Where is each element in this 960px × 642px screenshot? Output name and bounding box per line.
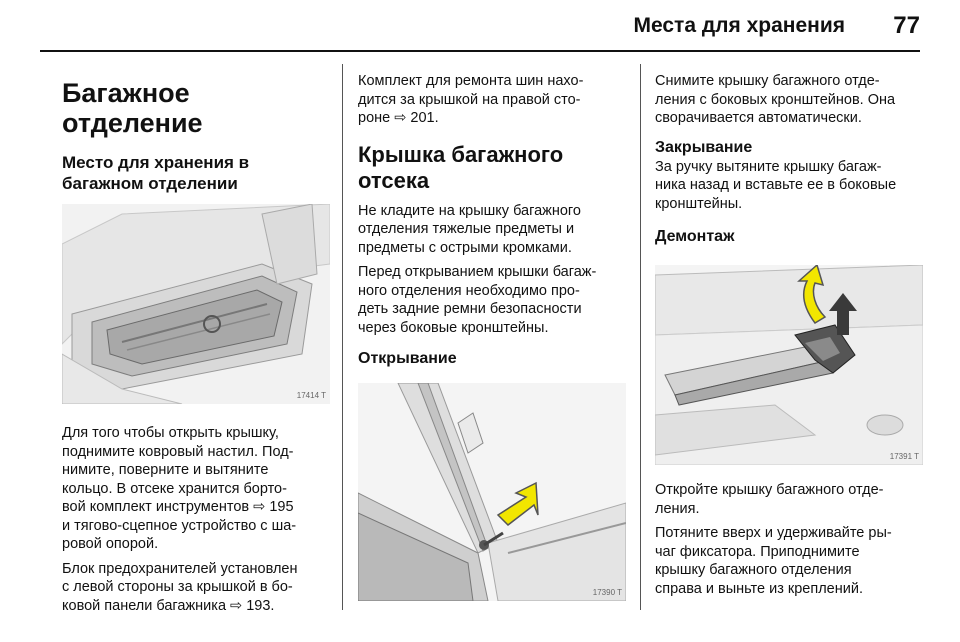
trunk-floor-illustration: [62, 204, 330, 404]
paragraph: Не кладите на крышку багажного отделения тяжелые предметы и предметы с острыми кромками.: [358, 202, 581, 256]
section-title: Места для хранения: [633, 14, 845, 37]
figure-code: 17390 T: [592, 588, 622, 597]
reference-arrow-icon: ⇨: [253, 499, 266, 515]
paragraph: Комплект для ремонта шин нахо- дится за крышкой на правой сто- роне ⇨ 201.: [358, 73, 584, 126]
column-right: [655, 62, 923, 604]
paragraph: За ручку вытяните крышку багаж- ника назад и вставьте ее в боковые кронштейны.: [655, 158, 897, 212]
paragraph: Потяните вверх и удерживайте ры- чаг фиксатора. Приподнимите крышку багажного отделения справа и выньте из креплений.: [655, 525, 892, 597]
subsection-heading: Место для хранения в багажном отделении: [62, 153, 250, 193]
paragraph: Перед открыванием крышки багаж- ного отделения необходимо про- деть задние ремни безопасности через боковые кронштейны.: [358, 264, 597, 336]
paragraph: Снимите крышку багажного отде- ления с боковых кронштейнов. Она сворачивается автоматически.: [655, 73, 896, 126]
paragraph: Блок предохранителей установлен с левой стороны за крышкой в бо- ковой панели багажника ⇨ 193.: [62, 560, 298, 614]
chapter-heading: Багажное отделение: [62, 78, 203, 138]
figure-code: 17391 T: [889, 452, 919, 461]
column-middle: [358, 62, 626, 601]
reference-arrow-icon: ⇨: [394, 110, 407, 126]
reference-arrow-icon: ⇨: [230, 597, 243, 614]
header-divider: [40, 50, 920, 52]
page-reference[interactable]: 193.: [246, 597, 275, 614]
figure-code: 17414 T: [296, 391, 326, 400]
cover-removal-illustration: [655, 265, 923, 465]
page-header: [0, 0, 960, 62]
removal-heading: Демонтаж: [655, 228, 735, 245]
paragraph: Для того чтобы открыть крышку, поднимите ковровый настил. Под- нимите, поверните и вытяните кольцо. В отсеке хранится борто- вой комплект инструментов ⇨ 195 и тягово-сцепное устройство с ша- ровой опорой.: [62, 425, 297, 552]
paragraph: Откройте крышку багажного отде- ления.: [655, 482, 884, 517]
closing-heading: Закрывание: [655, 138, 753, 156]
column-divider: [640, 64, 641, 610]
opening-heading: Открывание: [358, 350, 457, 367]
page-reference[interactable]: 195: [269, 499, 294, 515]
page-number: 77: [893, 12, 920, 39]
column-left: [62, 62, 330, 621]
column-divider: [342, 64, 343, 610]
section-heading: Крышка багажного отсека: [358, 141, 564, 193]
page-reference[interactable]: 201.: [410, 110, 439, 126]
cover-opening-illustration: [358, 383, 626, 601]
